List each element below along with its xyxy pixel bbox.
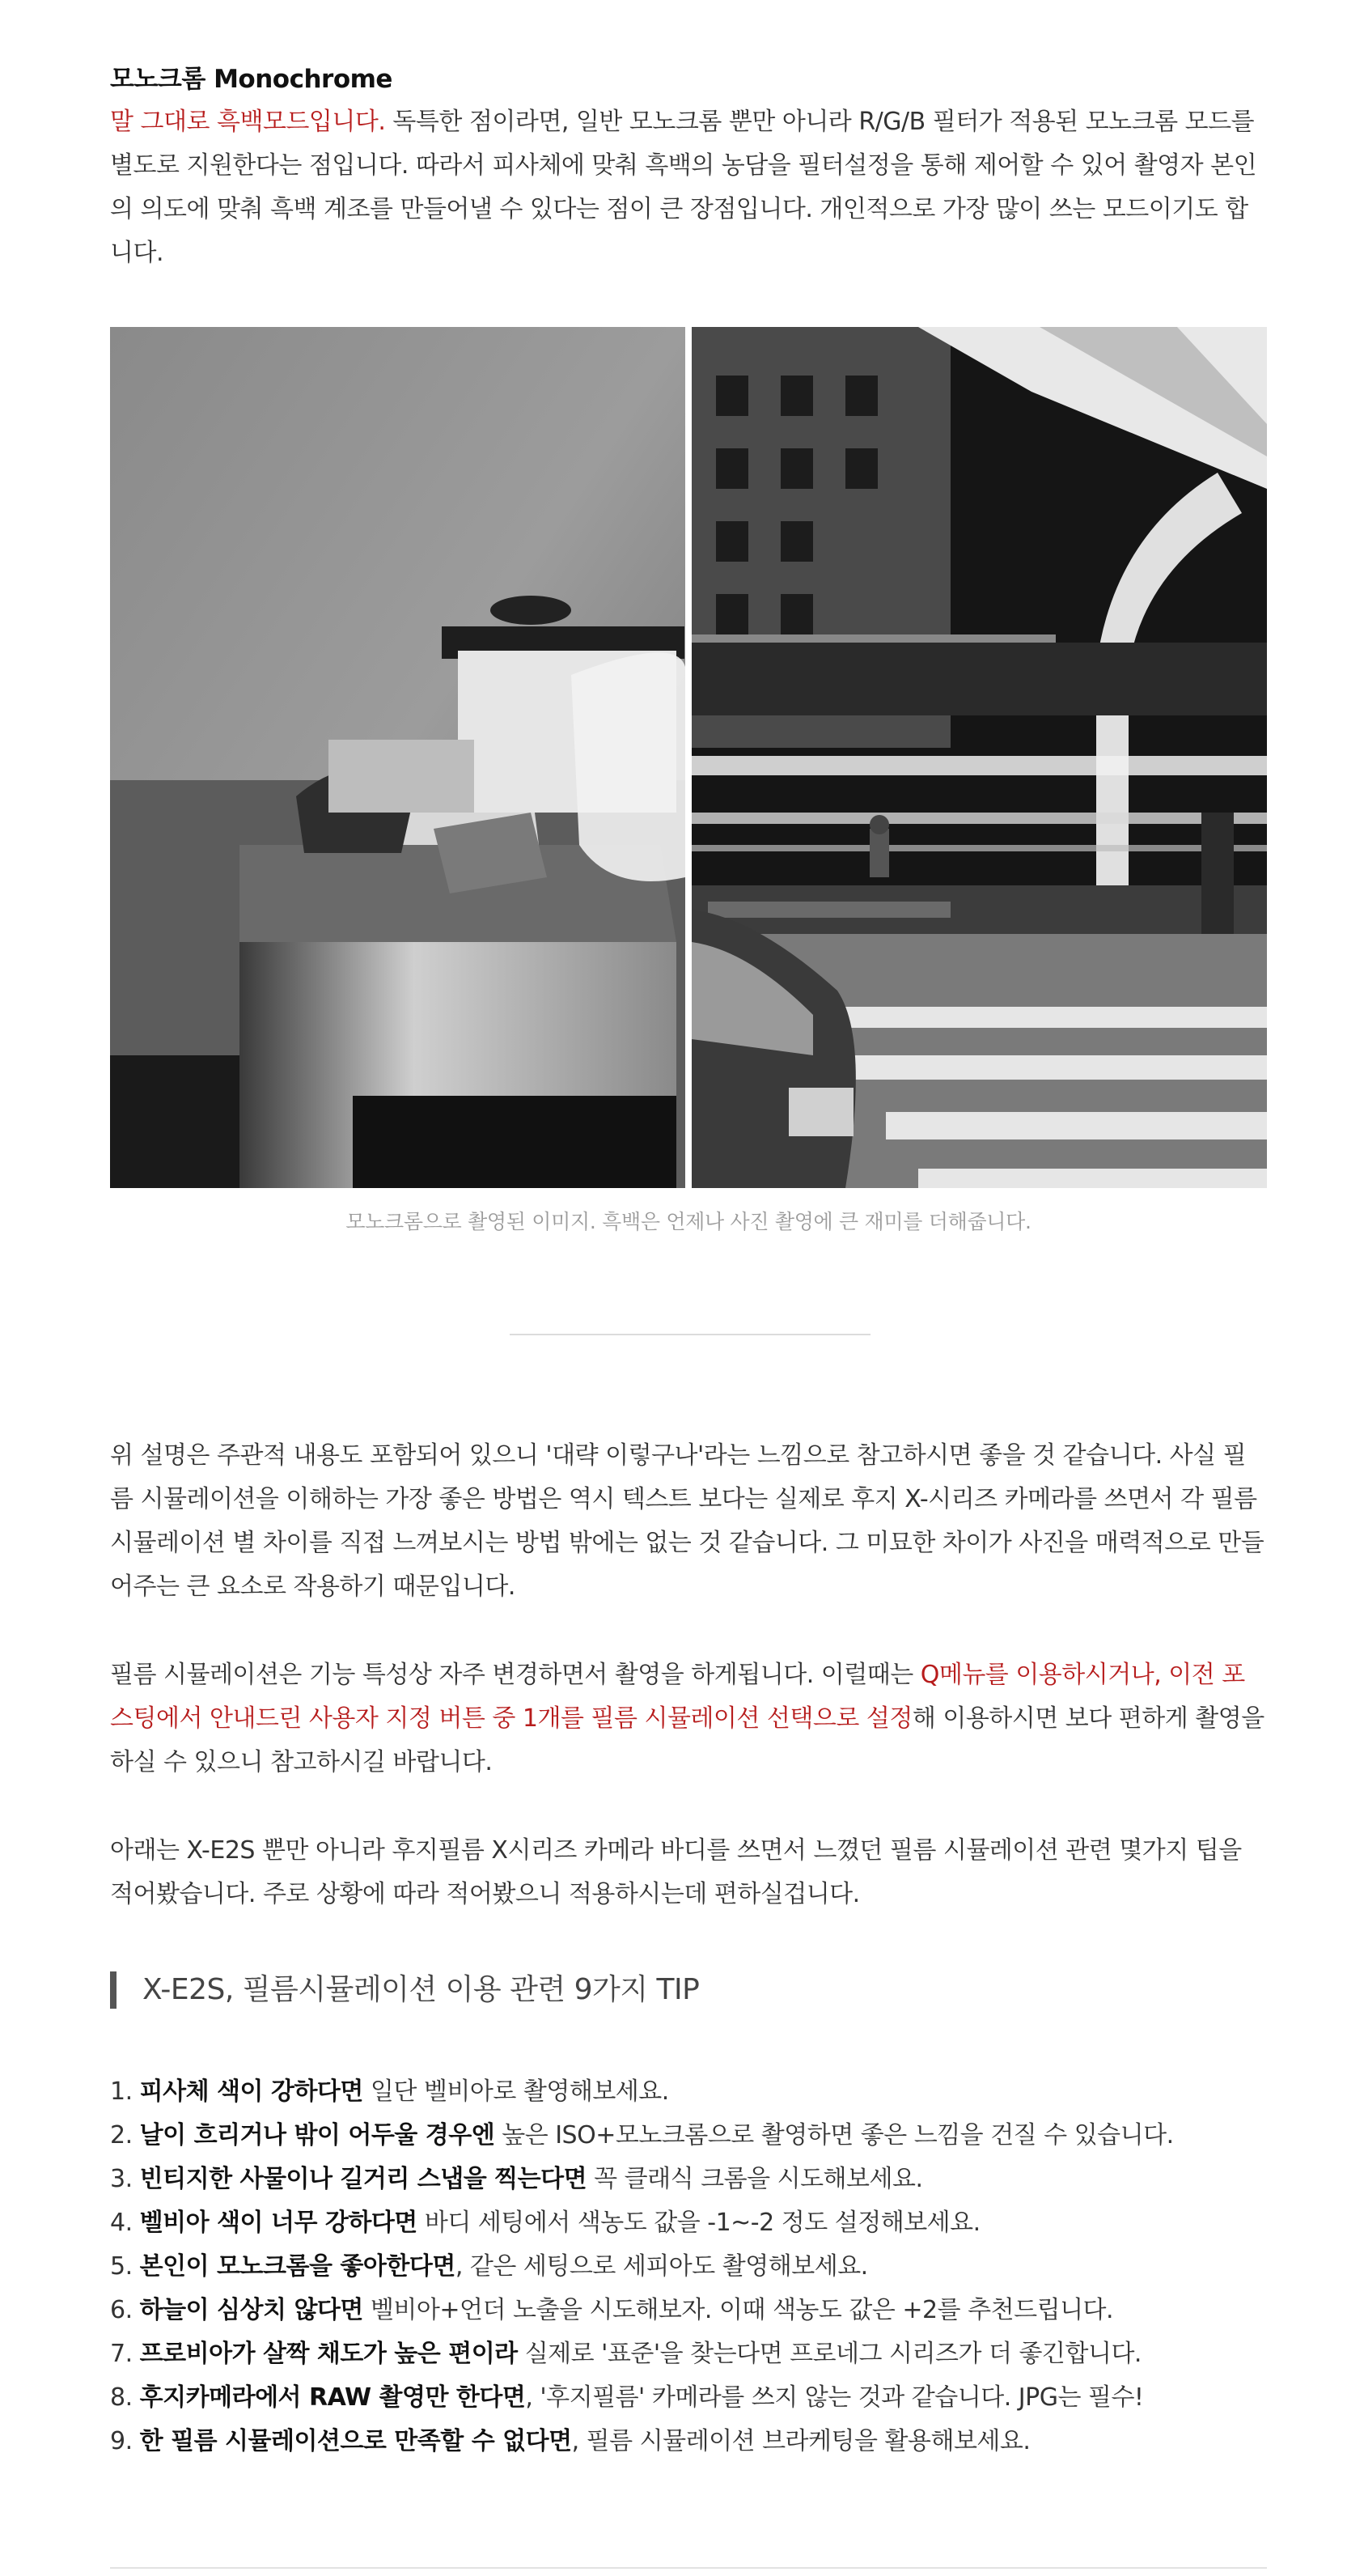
photo-trash-bin xyxy=(110,327,685,1188)
tips-list xyxy=(110,2070,1267,2464)
photo-night-bus-stop xyxy=(692,327,1267,1188)
description-text: 독특한 점이라면, 일반 모노크롬 뿐만 아니라 R/G/B 필터가 적용된 모노크롬 모드를 별도로 지원한다는 점입니다. 따라서 피사체에 맞춰 흑백의 농담을 필터설정을 통해 제어할 수 있어 촬영자 본인의 의도에 맞춰 흑백 계조를 만들어낼 수 있다는 점이 큰 장점입니다. 개인적으로 가장 많이 쓰는 모드이기도 합니다. xyxy=(110,108,1257,267)
list-item: 1. 피사체 색이 강하다면 일단 벨비아로 촬영해보세요. xyxy=(110,2077,669,2106)
bottom-divider xyxy=(110,2567,1267,2569)
photo-caption: 모노크롬으로 촬영된 이미지. 흑백은 언제나 사진 촬영에 큰 재미를 더해줍니다. xyxy=(345,1210,1031,1233)
photo-night-bus-stop-graphic xyxy=(692,327,1267,1188)
list-item: 5. 본인이 모노크롬을 좋아한다면, 같은 세팅으로 세피아도 촬영해보세요. xyxy=(110,2252,868,2281)
section-title-monochrome: 모노크롬 Monochrome xyxy=(110,65,392,94)
list-item: 9. 한 필름 시뮬레이션으로 만족할 수 없다면, 필름 시뮬레이션 브라케팅을 활용해보세요. xyxy=(110,2427,1031,2455)
list-item: 4. 벨비아 색이 너무 강하다면 바디 세팅에서 색농도 값을 -1~-2 정도 설정해보세요. xyxy=(110,2209,981,2237)
list-item: 8. 후지카메라에서 RAW 촬영만 한다면, '후지필름' 카메라를 쓰지 않는 것과 같습니다. JPG는 필수! xyxy=(110,2383,1144,2412)
para3-post: 해 이용하시면 보다 편하게 촬영을 하실 수 있으니 참고하시길 바랍니다. xyxy=(110,1704,1264,1776)
tips-heading: X-E2S, 필름시뮬레이션 이용 관련 9가지 TIP xyxy=(110,1971,699,2009)
monochrome-description xyxy=(110,100,1267,275)
paragraph-simulation-note: 위 설명은 주관적 내용도 포함되어 있으니 '대략 이렇구나'라는 느낌으로 참고하시면 좋을 것 같습니다. 사실 필름 시뮬레이션을 이해하는 가장 좋은 방법은 역시 텍스트 보다는 실제로 후지 X-시리즈 카메라를 쓰면서 각 필름 시뮬레이션 별 차이를 직접 느껴보시는 방법 밖에는 없는 것 같습니다. 그 미묘한 차이가 사진을 매력적으로 만들어주는 큰 요소로 작용하기 때문입니다. xyxy=(110,1441,1264,1601)
highlight-text: 말 그대로 흑백모드입니다. xyxy=(110,108,386,136)
paragraph-tips-intro: 아래는 X-E2S 뿐만 아니라 후지필름 X시리즈 카메라 바디를 쓰면서 느꼈던 필름 시뮬레이션 관련 몇가지 팁을 적어봤습니다. 주로 상황에 따라 적어봤으니 적용하시는데 편하실겁니다. xyxy=(110,1836,1242,1908)
list-item: 7. 프로비아가 살짝 채도가 높은 편이라 실제로 '표준'을 찾는다면 프로네그 시리즈가 더 좋긴합니다. xyxy=(110,2340,1142,2368)
list-item: 6. 하늘이 심상치 않다면 벨비아+언더 노출을 시도해보자. 이때 색농도 값은 +2를 추천드립니다. xyxy=(110,2296,1114,2324)
list-item: 3. 빈티지한 사물이나 길거리 스냅을 찍는다면 꼭 클래식 크롬을 시도해보세요. xyxy=(110,2165,923,2193)
para3-pre: 필름 시뮬레이션은 기능 특성상 자주 변경하면서 촬영을 하게됩니다. 이럴때는 xyxy=(110,1661,921,1689)
list-item: 2. 날이 흐리거나 밖이 어두울 경우엔 높은 ISO+모노크롬으로 촬영하면 좋은 느낌을 건질 수 있습니다. xyxy=(110,2121,1174,2149)
photo-pair xyxy=(110,327,1267,1188)
photo-trash-bin-graphic xyxy=(110,327,685,1188)
paragraph-quick-menu-tip xyxy=(110,1653,1267,1785)
section-divider xyxy=(510,1334,871,1335)
para3-highlight: Q메뉴를 이용하시거나, 이전 포스팅에서 안내드린 사용자 지정 버튼 중 1개를 필름 시뮬레이션 선택으로 설정 xyxy=(110,1661,1245,1733)
